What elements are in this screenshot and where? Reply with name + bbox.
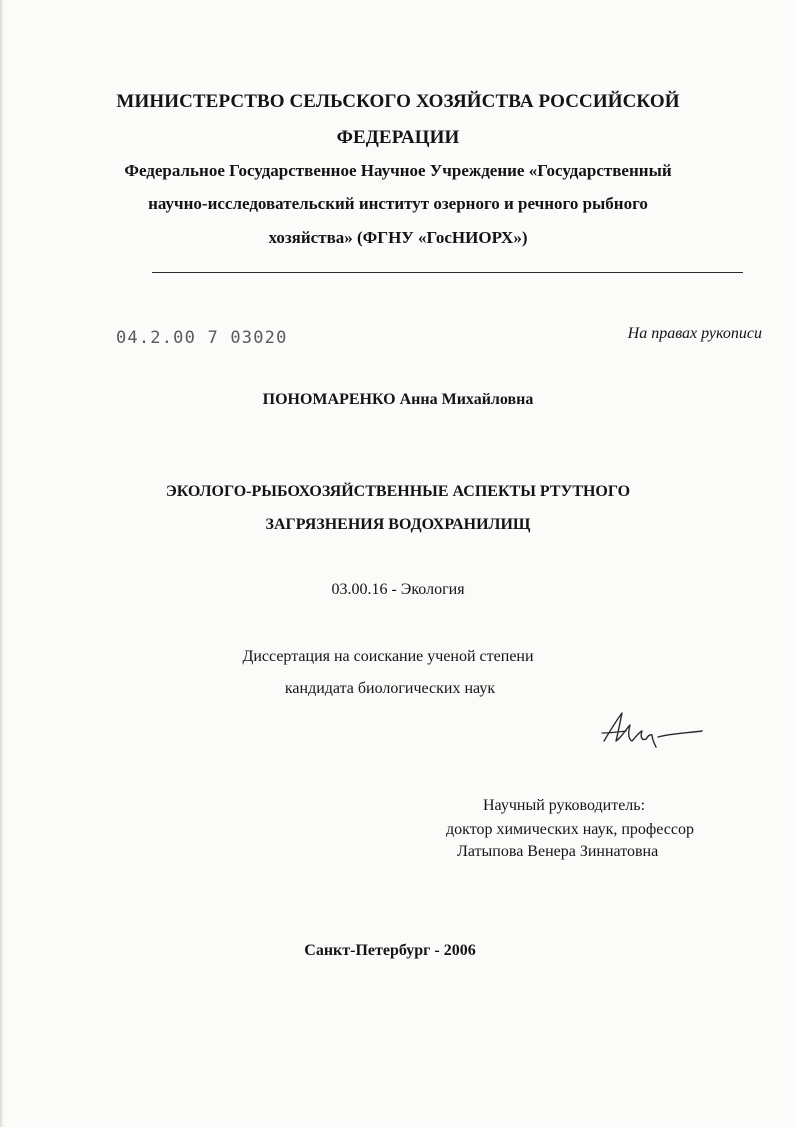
institute-line-1: Федеральное Государственное Научное Учреждение «Государственный [124, 161, 672, 180]
rights-note: На правах рукописи [627, 325, 762, 342]
specialty-code: 03.00.16 - Экология [331, 581, 465, 598]
thesis-title-line-1: ЭКОЛОГО-РЫБОХОЗЯЙСТВЕННЫЕ АСПЕКТЫ РТУТНОГО [165, 483, 631, 500]
degree-line-2: кандидата биологических наук [284, 680, 496, 697]
author-name: ПОНОМАРЕНКО Анна Михайловна [262, 391, 534, 408]
supervisor-title: доктор химических наук, профессор [446, 821, 694, 838]
institute-line-3: хозяйства» (ФГНУ «ГосНИОРХ») [268, 228, 528, 247]
degree-line-1: Диссертация на соискание ученой степени [242, 648, 534, 665]
institute-line-2: научно-исследовательский институт озерного и речного рыбного [148, 194, 648, 213]
supervisor-label: Научный руководитель: [483, 797, 646, 814]
header-divider [152, 272, 743, 273]
thesis-title-line-2: ЗАГРЯЗНЕНИЯ ВОДОХРАНИЛИЩ [265, 516, 531, 533]
library-stamp-number: 04.2.00 7 03020 [116, 328, 288, 348]
ministry-line-1: МИНИСТЕРСТВО СЕЛЬСКОГО ХОЗЯЙСТВА РОССИЙСКОЙ [116, 91, 680, 112]
supervisor-name: Латыпова Венера Зиннатовна [457, 843, 659, 860]
handwritten-signature [596, 703, 706, 751]
ministry-line-2: ФЕДЕРАЦИИ [336, 127, 460, 148]
city-year: Санкт-Петербург - 2006 [304, 942, 476, 959]
